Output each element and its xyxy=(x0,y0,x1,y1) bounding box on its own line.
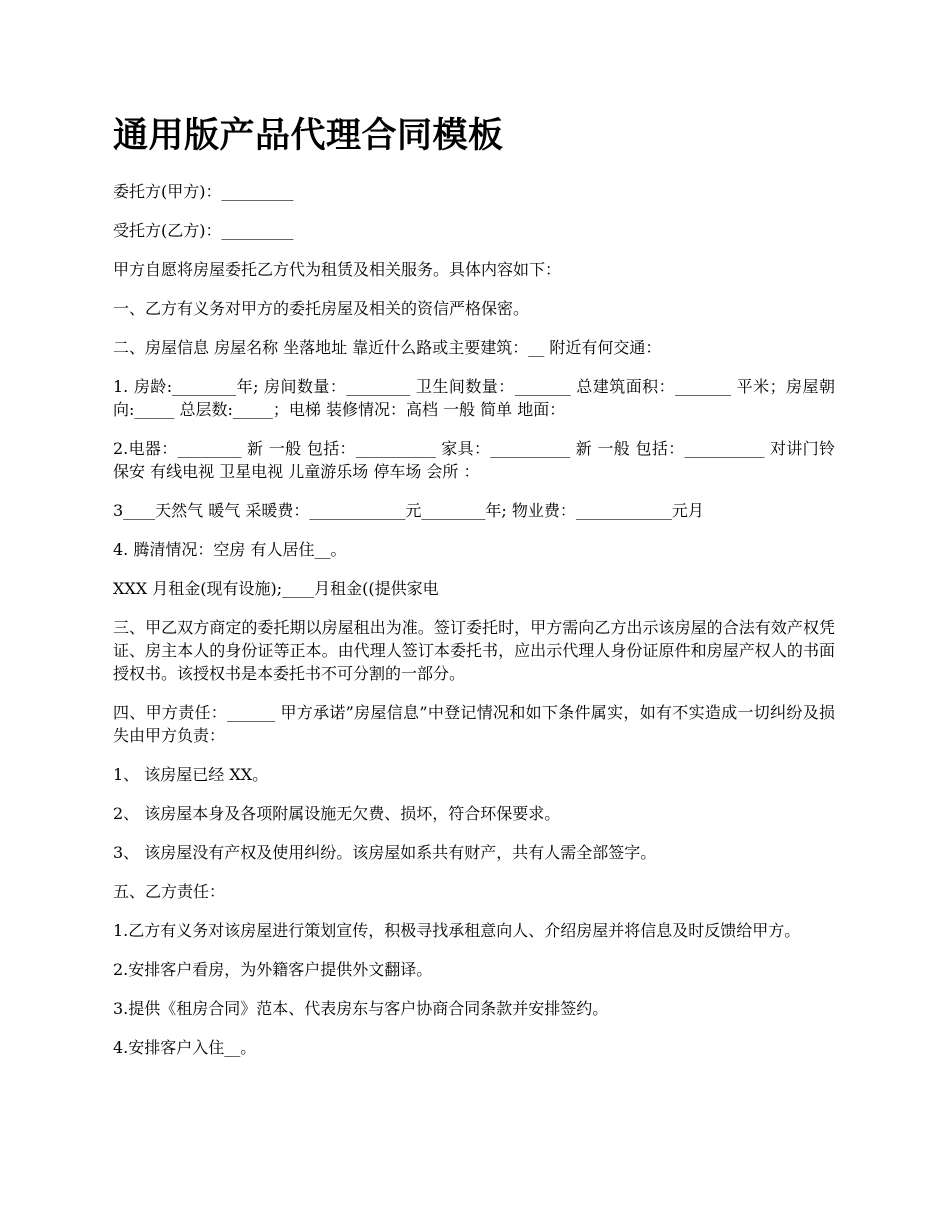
rent-line: XXX 月租金(现有设施);____月租金((提供家电 xyxy=(113,579,439,598)
house-info-item-1: 1. 房龄:________年; 房间数量：________ 卫生间数量：_______ 总建筑面积：_______ 平米；房屋朝向:_____ 总层数:_____；电梯 装修情况：高档 一般 简单 地面： xyxy=(113,377,835,419)
party-b-item-4: 4.安排客户入住__。 xyxy=(113,1038,257,1057)
party-a-line: 委托方(甲方)：_________ xyxy=(113,182,294,201)
house-info-item-3: 3____天然气 暖气 采暖费：____________元________年; 物业费：____________元月 xyxy=(113,501,704,520)
clause-4-party-a-duties: 四、甲方责任：______ 甲方承诺”房屋信息”中登记情况和如下条件属实，如有不实造成一切纠纷及损失由甲方负责： xyxy=(113,703,835,745)
party-b-item-1: 1.乙方有义务对该房屋进行策划宣传，积极寻找承租意向人、介绍房屋并将信息及时反馈给甲方。 xyxy=(113,921,801,940)
party-a-item-1: 1、 该房屋已经 XX。 xyxy=(113,765,269,784)
party-a-item-3: 3、 该房屋没有产权及使用纠纷。该房屋如系共有财产，共有人需全部签字。 xyxy=(113,843,657,862)
party-b-line: 受托方(乙方)：_________ xyxy=(113,221,294,240)
party-b-item-2: 2.安排客户看房，为外籍客户提供外文翻译。 xyxy=(113,960,433,979)
party-a-item-2: 2、 该房屋本身及各项附属设施无欠费、损坏，符合环保要求。 xyxy=(113,804,561,823)
document-page xyxy=(113,112,835,1075)
party-b-item-3: 3.提供《租房合同》范本、代表房东与客户协商合同条款并安排签约。 xyxy=(113,999,609,1018)
intro-paragraph: 甲方自愿将房屋委托乙方代为租赁及相关服务。具体内容如下： xyxy=(113,260,562,279)
clause-5-party-b-duties: 五、乙方责任： xyxy=(113,882,226,901)
house-info-item-4: 4. 腾清情况：空房 有人居住__。 xyxy=(113,540,347,559)
clause-1: 一、乙方有义务对甲方的委托房屋及相关的资信严格保密。 xyxy=(113,299,530,318)
document-title: 通用版产品代理合同模板 xyxy=(113,116,504,156)
clause-2-house-info: 二、房屋信息 房屋名称 坐落地址 靠近什么路或主要建筑：__ 附近有何交通： xyxy=(113,338,662,357)
clause-3: 三、甲乙双方商定的委托期以房屋租出为准。签订委托时，甲方需向乙方出示该房屋的合法有效产权凭证、房主本人的身份证等正本。由代理人签订本委托书，应出示代理人身份证原件和房屋产权人的书面授权书。该授权书是本委托书不可分割的一部分。 xyxy=(113,618,835,683)
house-info-item-2: 2.电器：________ 新 一般 包括：__________ 家具：__________ 新 一般 包括：__________ 对讲门铃 保安 有线电视 卫星电视 儿童游乐场 停车场 会所 ： xyxy=(113,439,835,481)
